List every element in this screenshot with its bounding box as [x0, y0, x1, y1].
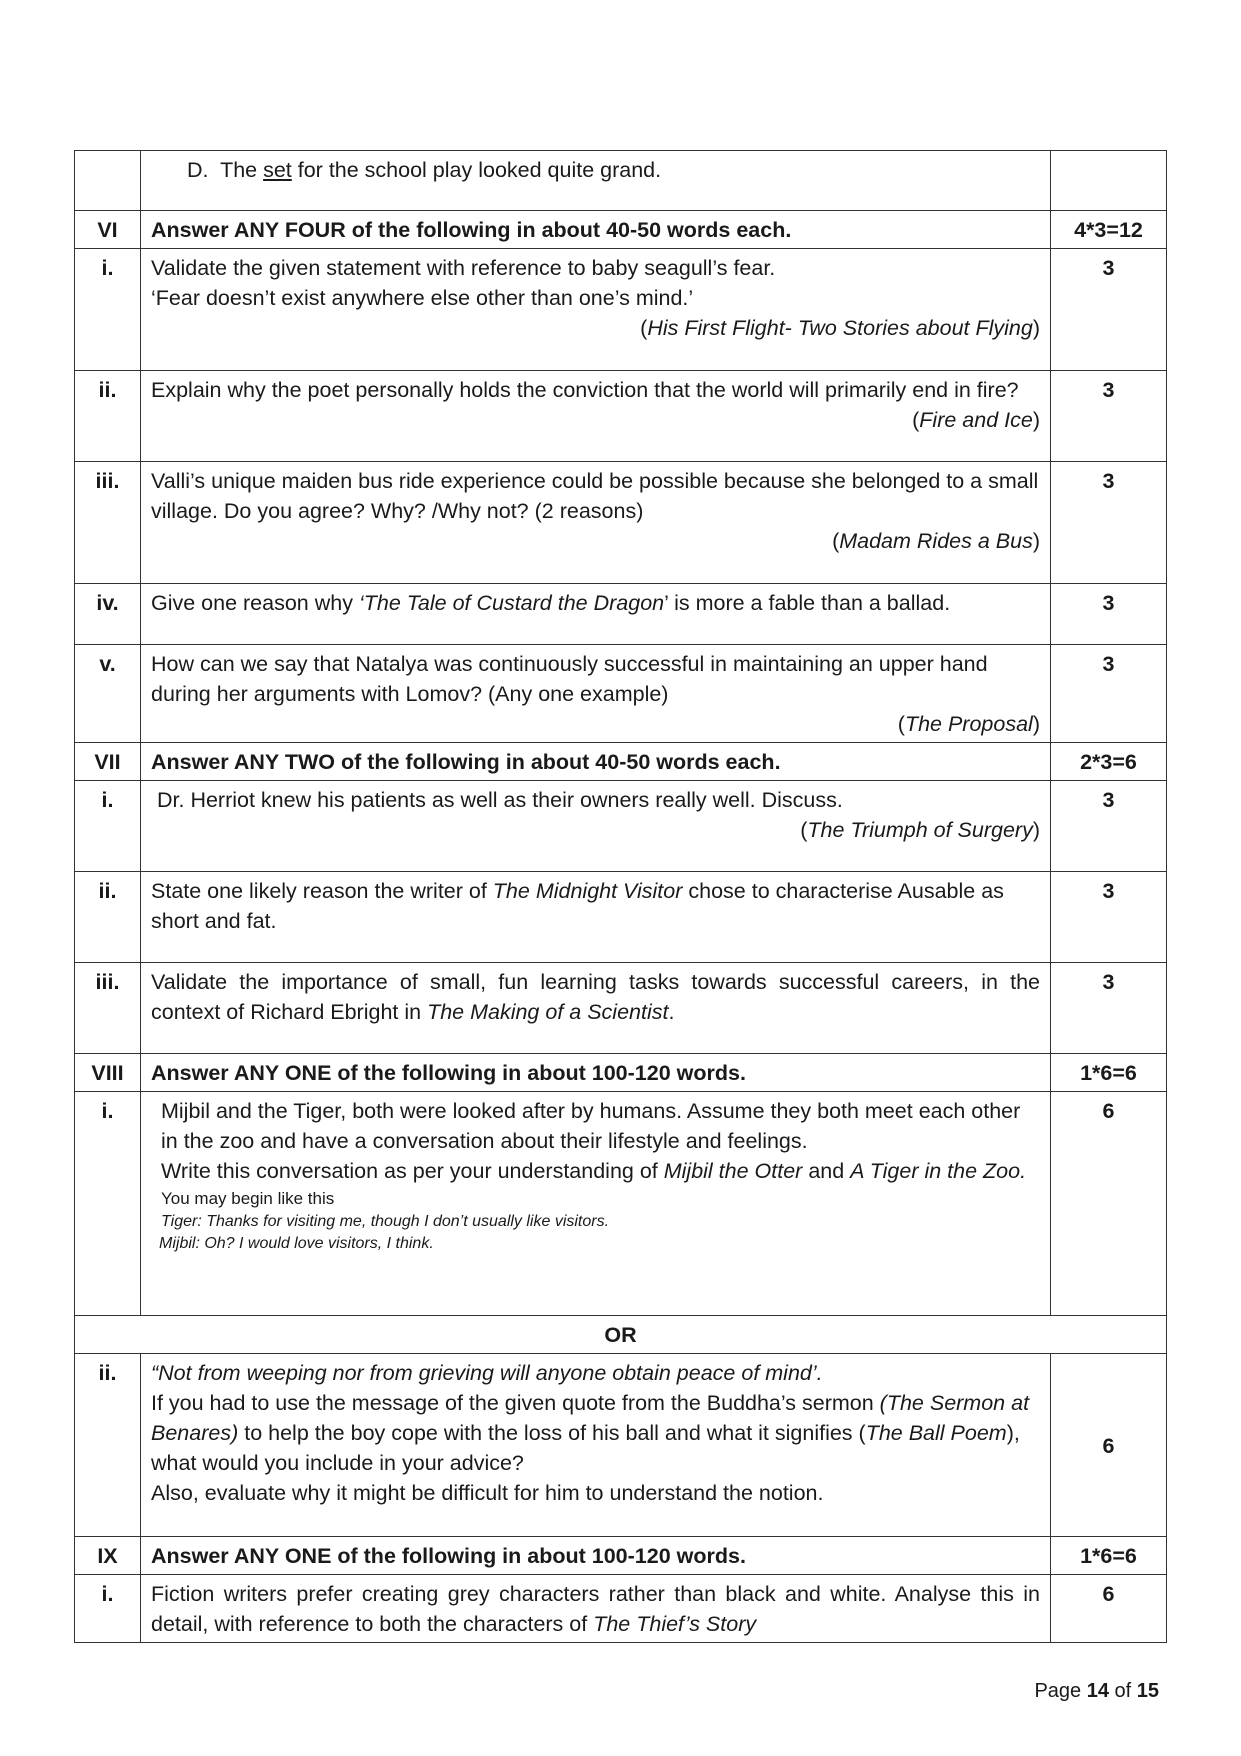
story-title: Mijbil the Otter: [663, 1159, 803, 1183]
marks-cell: 3: [1051, 872, 1167, 963]
question-line: [151, 1156, 1040, 1186]
quote-line: “Not from weeping nor from grieving will anyone obtain peace of mind’.: [151, 1361, 823, 1385]
table-row: [75, 249, 1167, 371]
marks-cell: 3: [1051, 645, 1167, 743]
page-label: Page: [1034, 1680, 1087, 1702]
table-row: [75, 781, 1167, 872]
source-reference: [151, 526, 1040, 556]
question-number: i.: [75, 249, 141, 371]
question-line: Mijbil and the Tiger, both were looked after by humans. Assume they both meet each other in the zoo and have a conversation about their lifestyle and feelings.: [161, 1099, 1021, 1153]
page-footer: [1034, 1680, 1159, 1703]
marks-cell: 3: [1051, 584, 1167, 645]
question-number: i.: [75, 1092, 141, 1316]
source-title: His First Flight- Two Stories about Flying: [647, 316, 1033, 340]
question-text: [141, 872, 1051, 963]
row-number: [75, 151, 141, 211]
paren: ): [1032, 712, 1040, 736]
source-reference: [151, 405, 1040, 435]
text-part: for the school play looked quite grand.: [291, 158, 662, 182]
section-number: VII: [75, 743, 141, 781]
question-line: Explain why the poet personally holds the conviction that the world will primarily end in fire?: [151, 378, 1019, 402]
section-marks: 1*6=6: [1051, 1054, 1167, 1092]
section-header-row: [75, 1054, 1167, 1092]
question-number: i.: [75, 1575, 141, 1643]
source-reference: [151, 313, 1040, 343]
text-part: Fiction writers prefer creating grey characters rather than black and white. Analyse this in detail, with reference to both the characters of: [151, 1582, 1040, 1636]
section-instruction: Answer ANY ONE of the following in about 100-120 words.: [141, 1054, 1051, 1092]
text-part: Give one reason why: [151, 591, 359, 615]
table-row: [75, 151, 1167, 211]
section-header-row: [75, 743, 1167, 781]
section-marks: 2*3=6: [1051, 743, 1167, 781]
poem-title: A Tiger in the Zoo.: [850, 1159, 1027, 1183]
question-number: ii.: [75, 1354, 141, 1537]
section-instruction: Answer ANY ONE of the following in about 100-120 words.: [141, 1537, 1051, 1575]
or-row: [75, 1316, 1167, 1354]
question-text: [141, 963, 1051, 1054]
table-row: [75, 1092, 1167, 1316]
question-text: [141, 1092, 1051, 1316]
or-divider: OR: [75, 1316, 1167, 1354]
question-number: iii.: [75, 963, 141, 1054]
table-row: [75, 645, 1167, 743]
poem-title: ‘The Tale of Custard the Dragon: [358, 591, 665, 615]
marks-cell: 6: [1051, 1092, 1167, 1316]
question-text: [141, 781, 1051, 872]
section-header-row: [75, 1537, 1167, 1575]
dialogue-line: Mijbil: Oh? I would love visitors, I think.: [159, 1235, 434, 1252]
marks-cell: 3: [1051, 462, 1167, 584]
table-row: [75, 462, 1167, 584]
source-title: Madam Rides a Bus: [839, 529, 1033, 553]
story-title: The Thief’s Story: [593, 1612, 757, 1636]
table-row: [75, 584, 1167, 645]
question-text: [141, 371, 1051, 462]
table-row: [75, 963, 1167, 1054]
table-row: [75, 1354, 1167, 1537]
paren: ): [1032, 529, 1040, 553]
paren: ): [1032, 316, 1040, 340]
question-line: ‘Fear doesn’t exist anywhere else other than one’s mind.’: [151, 286, 694, 310]
question-line: Validate the given statement with reference to baby seagull’s fear.: [151, 256, 776, 280]
marks-cell: [1051, 151, 1167, 211]
question-number: iv.: [75, 584, 141, 645]
marks-cell: 3: [1051, 371, 1167, 462]
paren: (: [800, 818, 808, 842]
page-total: 15: [1136, 1680, 1159, 1702]
source-title: The Proposal: [904, 712, 1033, 736]
paren: (: [912, 408, 920, 432]
section-header-row: [75, 211, 1167, 249]
marks-cell: 3: [1051, 963, 1167, 1054]
story-title: (The Sermon at Benares): [151, 1391, 1030, 1445]
poem-title: The Ball Poem: [865, 1421, 1007, 1445]
source-title: The Triumph of Surgery: [807, 818, 1033, 842]
text-part: Validate the importance of small, fun learning tasks towards successful careers, in the context of Richard Ebright in: [151, 970, 1040, 1024]
question-text: [141, 645, 1051, 743]
underlined-word: set: [263, 158, 292, 182]
story-title: The Making of a Scientist: [427, 1000, 669, 1024]
marks-cell: 6: [1051, 1575, 1167, 1643]
text-part: State one likely reason the writer of: [151, 879, 493, 903]
paren: ): [1032, 408, 1040, 432]
page-number: 14: [1086, 1680, 1109, 1702]
section-marks: 4*3=12: [1051, 211, 1167, 249]
table-row: [75, 371, 1167, 462]
dialogue-line: Tiger: Thanks for visiting me, though I don’t usually like visitors.: [161, 1213, 610, 1230]
question-number: i.: [75, 781, 141, 872]
paren: (: [832, 529, 840, 553]
question-table: [74, 150, 1167, 1643]
text-part: and: [802, 1159, 851, 1183]
text-part: to help the boy cope with the loss of his ball and what it signifies (: [238, 1421, 866, 1445]
section-number: VIII: [75, 1054, 141, 1092]
question-text: [141, 151, 1051, 211]
source-reference: [151, 709, 1040, 739]
text-part: Write this conversation as per your understanding of: [161, 1159, 664, 1183]
question-text: [141, 1354, 1051, 1537]
section-number: IX: [75, 1537, 141, 1575]
paren: (: [640, 316, 648, 340]
question-number: ii.: [75, 371, 141, 462]
option-letter: D.: [187, 158, 209, 182]
section-marks: 1*6=6: [1051, 1537, 1167, 1575]
marks-cell: 3: [1051, 781, 1167, 872]
table-row: [75, 872, 1167, 963]
source-title: Fire and Ice: [919, 408, 1033, 432]
text-part: chose to characterise Ausable as short and fat.: [151, 879, 1004, 933]
question-number: iii.: [75, 462, 141, 584]
section-instruction: Answer ANY TWO of the following in about 40-50 words each.: [141, 743, 1051, 781]
text-part: ’ is more a fable than a ballad.: [664, 591, 951, 615]
question-text: [141, 584, 1051, 645]
marks-cell: 6: [1051, 1354, 1167, 1537]
marks-cell: 3: [1051, 249, 1167, 371]
question-text: [141, 1575, 1051, 1643]
page-of: of: [1108, 1680, 1137, 1702]
text-part: If you had to use the message of the given quote from the Buddha’s sermon: [151, 1391, 880, 1415]
text-part: .: [668, 1000, 675, 1024]
question-line: [151, 1388, 1040, 1478]
paren: ): [1032, 818, 1040, 842]
section-instruction: Answer ANY FOUR of the following in about 40-50 words each.: [141, 211, 1051, 249]
story-title: The Midnight Visitor: [492, 879, 683, 903]
question-line: Dr. Herriot knew his patients as well as their owners really well. Discuss.: [157, 788, 843, 812]
question-text: [141, 462, 1051, 584]
section-number: VI: [75, 211, 141, 249]
question-number: v.: [75, 645, 141, 743]
text-part: The: [220, 158, 264, 182]
hint-line: You may begin like this: [161, 1189, 335, 1208]
question-line: How can we say that Natalya was continuously successful in maintaining an upper hand during her arguments with Lomov? (Any one example): [151, 652, 988, 706]
source-reference: [151, 815, 1040, 845]
question-text: [141, 249, 1051, 371]
paren: (: [897, 712, 905, 736]
question-number: ii.: [75, 872, 141, 963]
text-part: ), what would you include in your advice?: [151, 1421, 1020, 1475]
question-line: Valli’s unique maiden bus ride experience could be possible because she belonged to a small village. Do you agree? Why? /Why not? (2 reasons): [151, 469, 1039, 523]
question-line: Also, evaluate why it might be difficult for him to understand the notion.: [151, 1481, 824, 1505]
table-row: [75, 1575, 1167, 1643]
